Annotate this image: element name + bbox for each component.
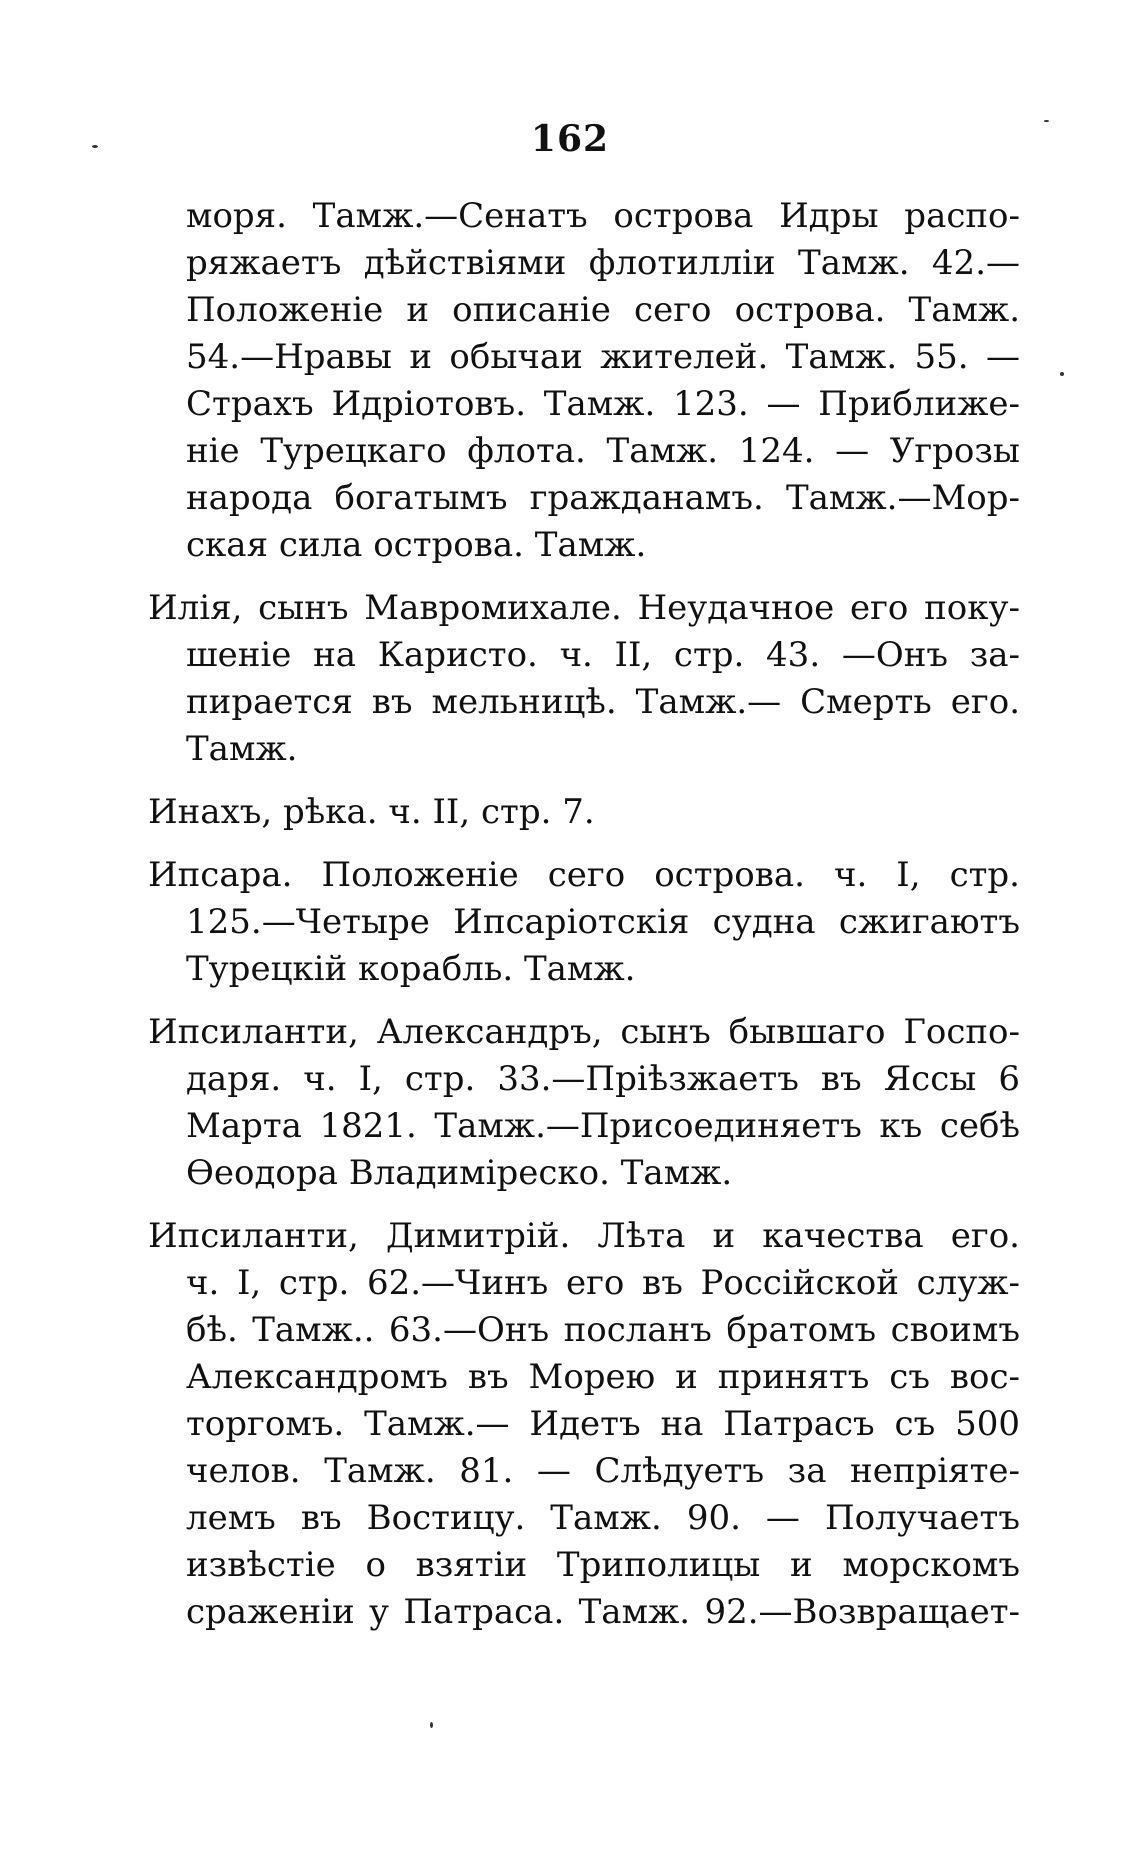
- text-line: бѣ. Тамж.. 63.—Онъ посланъ братомъ своимъ: [186, 1310, 1020, 1350]
- text-line: Марта 1821. Тамж.—Присоединяетъ къ себѣ: [186, 1106, 1020, 1146]
- text-line: ская сила острова. Тамж.: [186, 525, 647, 565]
- text-line: Турецкій корабль. Тамж.: [186, 949, 636, 989]
- index-text: [148, 193, 1020, 1652]
- page-number: 162: [530, 118, 610, 160]
- index-entry-iliya: [148, 585, 1020, 773]
- text-line: Александромъ въ Морею и принятъ съ вос-: [186, 1357, 1020, 1397]
- text-line: извѣстіе о взятіи Триполицы и морскомъ: [186, 1545, 1020, 1585]
- text-line: шеніе на Каристо. ч. II, стр. 43. —Онъ за-: [186, 635, 1020, 675]
- continuation-entry: [186, 193, 1020, 569]
- index-entry-inakh: [148, 789, 1020, 836]
- entry-headword-line: Илія, сынъ Мавромихале. Неудачное его поку-: [148, 588, 1020, 628]
- print-speck: [1044, 120, 1049, 122]
- text-line: лемъ въ Востицу. Тамж. 90. — Получаетъ: [186, 1498, 1020, 1538]
- entry-headword-line: Ипсиланти, Димитрій. Лѣта и качества его.: [148, 1216, 1020, 1256]
- text-line: народа богатымъ гражданамъ. Тамж.—Мор-: [186, 478, 1020, 518]
- entry-headword-line: Инахъ, рѣка. ч. II, стр. 7.: [148, 792, 595, 832]
- text-line: моря. Тамж.—Сенатъ острова Идры распо-: [186, 196, 1020, 236]
- index-entry-ipsara: [148, 852, 1020, 993]
- text-line: Положеніе и описаніе сего острова. Тамж.: [186, 290, 1020, 330]
- index-entry-ipsilanti-dimitriy: [148, 1213, 1020, 1636]
- text-line: сраженіи у Патраса. Тамж. 92.—Возвращает-: [186, 1592, 1020, 1632]
- entry-headword-line: Ипсиланти, Александръ, сынъ бывшаго Госпо-: [148, 1012, 1020, 1052]
- text-line: Страхъ Идріотовъ. Тамж. 123. — Приближе-: [186, 384, 1020, 424]
- text-line: челов. Тамж. 81. — Слѣдуетъ за непріяте-: [186, 1451, 1020, 1491]
- text-line: ніе Турецкаго флота. Тамж. 124. — Угрозы: [186, 431, 1020, 471]
- print-speck: [430, 1722, 433, 1728]
- text-line: ч. I, стр. 62.—Чинъ его въ Россійской служ-: [186, 1263, 1020, 1303]
- text-line: Өеодора Владиміреско. Тамж.: [186, 1153, 733, 1193]
- entry-headword-line: Ипсара. Положеніе сего острова. ч. I, стр.: [148, 855, 1020, 895]
- text-line: даря. ч. I, стр. 33.—Пріѣзжаетъ въ Яссы 6: [186, 1059, 1020, 1099]
- text-line: 54.—Нравы и обычаи жителей. Тамж. 55. —: [186, 337, 1020, 377]
- print-speck: [92, 145, 98, 148]
- text-line: Тамж.: [186, 729, 298, 769]
- text-line: 125.—Четыре Ипсаріотскія судна сжигаютъ: [186, 902, 1020, 942]
- print-speck: [1060, 372, 1064, 376]
- text-line: ряжаетъ дѣйствіями флотилліи Тамж. 42.—: [186, 243, 1020, 283]
- index-entry-ipsilanti-alexander: [148, 1009, 1020, 1197]
- text-line: пирается въ мельницѣ. Тамж.— Смерть его.: [186, 682, 1020, 722]
- text-line: торгомъ. Тамж.— Идетъ на Патрасъ съ 500: [186, 1404, 1020, 1444]
